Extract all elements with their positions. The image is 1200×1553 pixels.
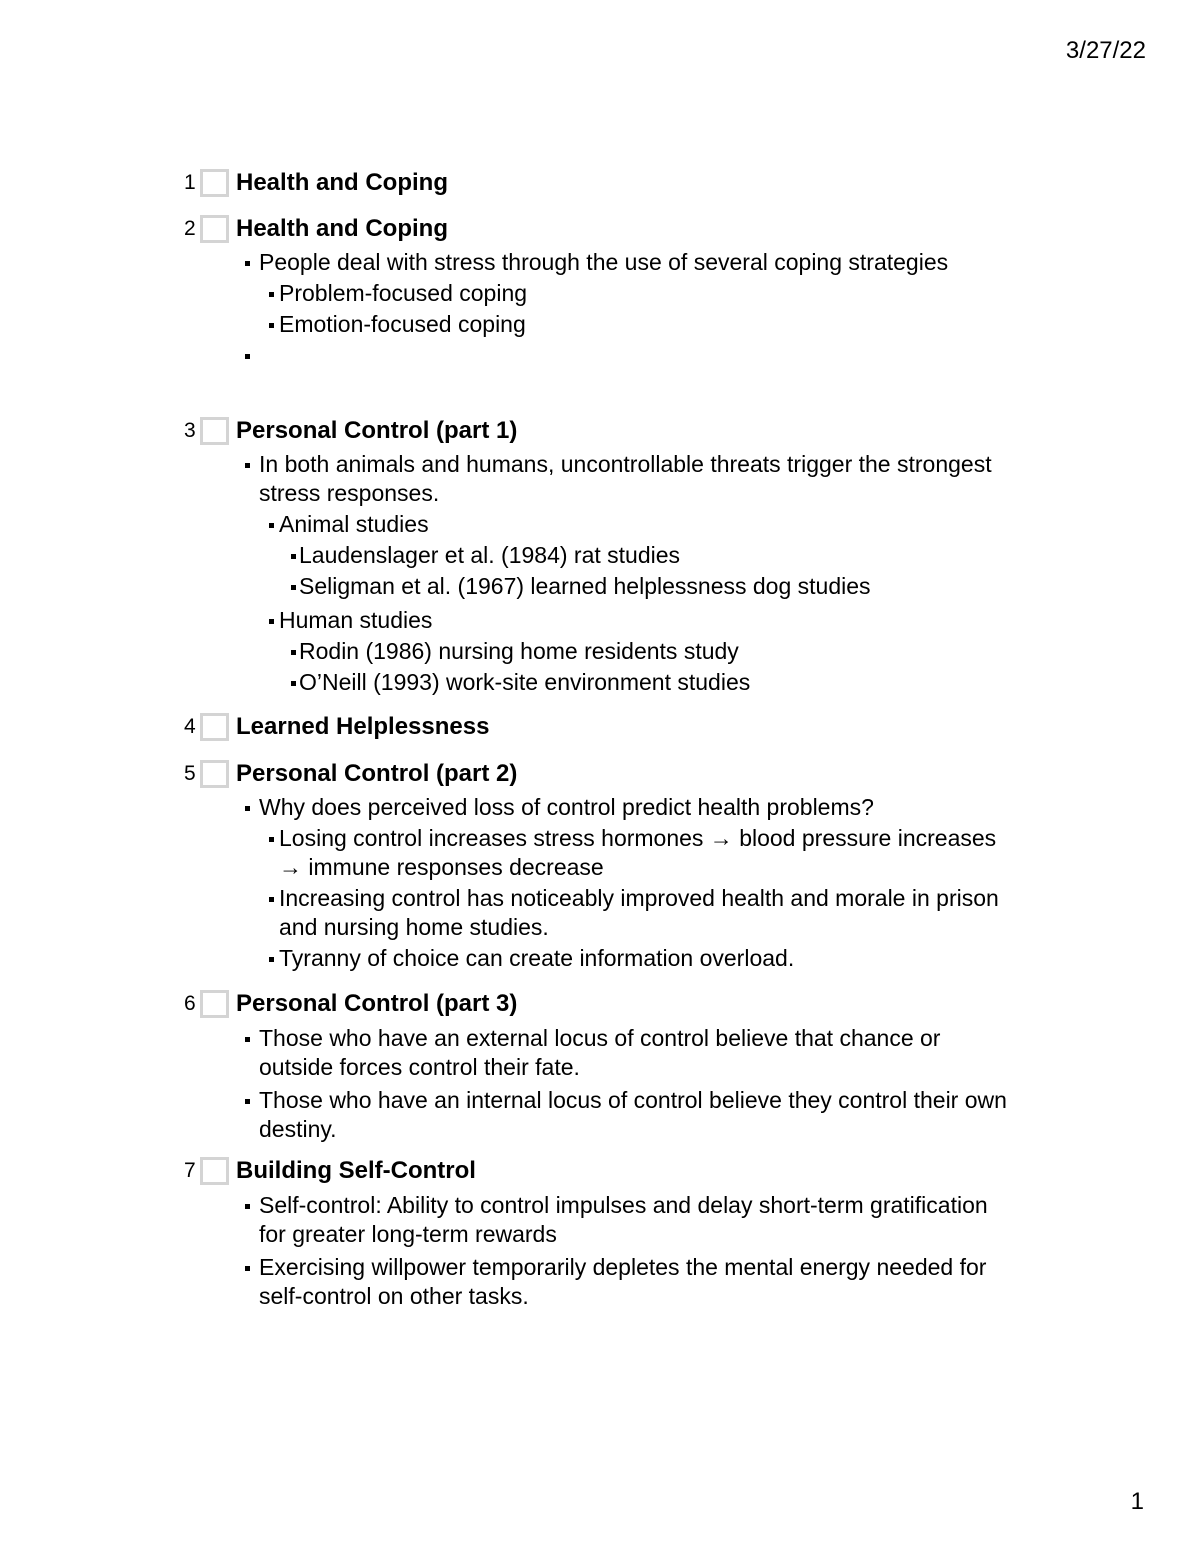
bullet-item: Emotion-focused coping	[279, 310, 1019, 339]
slide-thumbnail	[200, 760, 229, 788]
bullet-item: Laudenslager et al. (1984) rat studies	[299, 541, 1019, 570]
slide-title: Personal Control (part 1)	[236, 417, 518, 444]
bullet-item: Rodin (1986) nursing home residents study	[299, 637, 1019, 666]
slide-header	[184, 758, 1044, 790]
bullet-item: Seligman et al. (1967) learned helplessness dog studies	[299, 572, 1019, 601]
slide-number: 6	[184, 992, 196, 1015]
slide-entry	[184, 711, 1044, 743]
bullet-item: People deal with stress through the use of several coping strategies	[259, 248, 1019, 277]
slide-entry	[184, 758, 1044, 973]
slide-header	[184, 415, 1044, 447]
slide-thumbnail	[200, 1157, 229, 1185]
bullet-item: Exercising willpower temporarily depletes the mental energy needed for self-control on other tasks.	[259, 1253, 1019, 1311]
bullet-item: O’Neill (1993) work-site environment studies	[299, 668, 1019, 697]
bullet-item: In both animals and humans, uncontrollable threats trigger the strongest stress responses.	[259, 450, 1019, 508]
slide-number: 5	[184, 762, 196, 785]
slide-title: Learned Helplessness	[236, 713, 490, 740]
slide-number: 2	[184, 217, 196, 240]
slide-title: Health and Coping	[236, 169, 448, 196]
bullet-item: Those who have an internal locus of control believe they control their own destiny.	[259, 1086, 1019, 1144]
bullet-item: Human studies	[279, 606, 1019, 635]
bullet-item: Increasing control has noticeably improved health and morale in prison and nursing home studies.	[279, 884, 1019, 942]
slide-title: Building Self-Control	[236, 1157, 476, 1184]
bullet-item: Those who have an external locus of control believe that chance or outside forces control their fate.	[259, 1024, 1019, 1082]
bullet-item: Animal studies	[279, 510, 1019, 539]
slide-entry	[184, 988, 1044, 1144]
slide-thumbnail	[200, 215, 229, 243]
slide-entry	[184, 1155, 1044, 1311]
page-number: 1	[1130, 1488, 1144, 1515]
bullet-item: Problem-focused coping	[279, 279, 1019, 308]
bullet-item: Why does perceived loss of control predict health problems?	[259, 793, 1019, 822]
slide-title: Health and Coping	[236, 215, 448, 242]
slide-entry	[184, 167, 1044, 199]
slide-thumbnail	[200, 713, 229, 741]
slide-number: 1	[184, 171, 196, 194]
slide-thumbnail	[200, 169, 229, 197]
slide-header	[184, 213, 1044, 245]
bullet-item: Tyranny of choice can create information overload.	[279, 944, 1019, 973]
slide-header	[184, 988, 1044, 1020]
bullet-item: Self-control: Ability to control impulses and delay short-term gratification for greater long-term rewards	[259, 1191, 1019, 1249]
slide-entry	[184, 213, 1044, 370]
slide-title: Personal Control (part 2)	[236, 760, 518, 787]
slide-header	[184, 711, 1044, 743]
slide-number: 3	[184, 419, 196, 442]
print-date: 3/27/22	[1065, 37, 1146, 64]
slide-number: 7	[184, 1159, 196, 1182]
slide-header	[184, 1155, 1044, 1187]
slide-entry	[184, 415, 1044, 697]
slide-header	[184, 167, 1044, 199]
bullet-item: Losing control increases stress hormones → blood pressure increases → immune responses decrease	[279, 824, 1019, 882]
empty-bullet-item	[259, 341, 1019, 370]
slide-thumbnail	[200, 417, 229, 445]
slide-thumbnail	[200, 990, 229, 1018]
slide-number: 4	[184, 715, 196, 738]
slide-title: Personal Control (part 3)	[236, 990, 518, 1017]
